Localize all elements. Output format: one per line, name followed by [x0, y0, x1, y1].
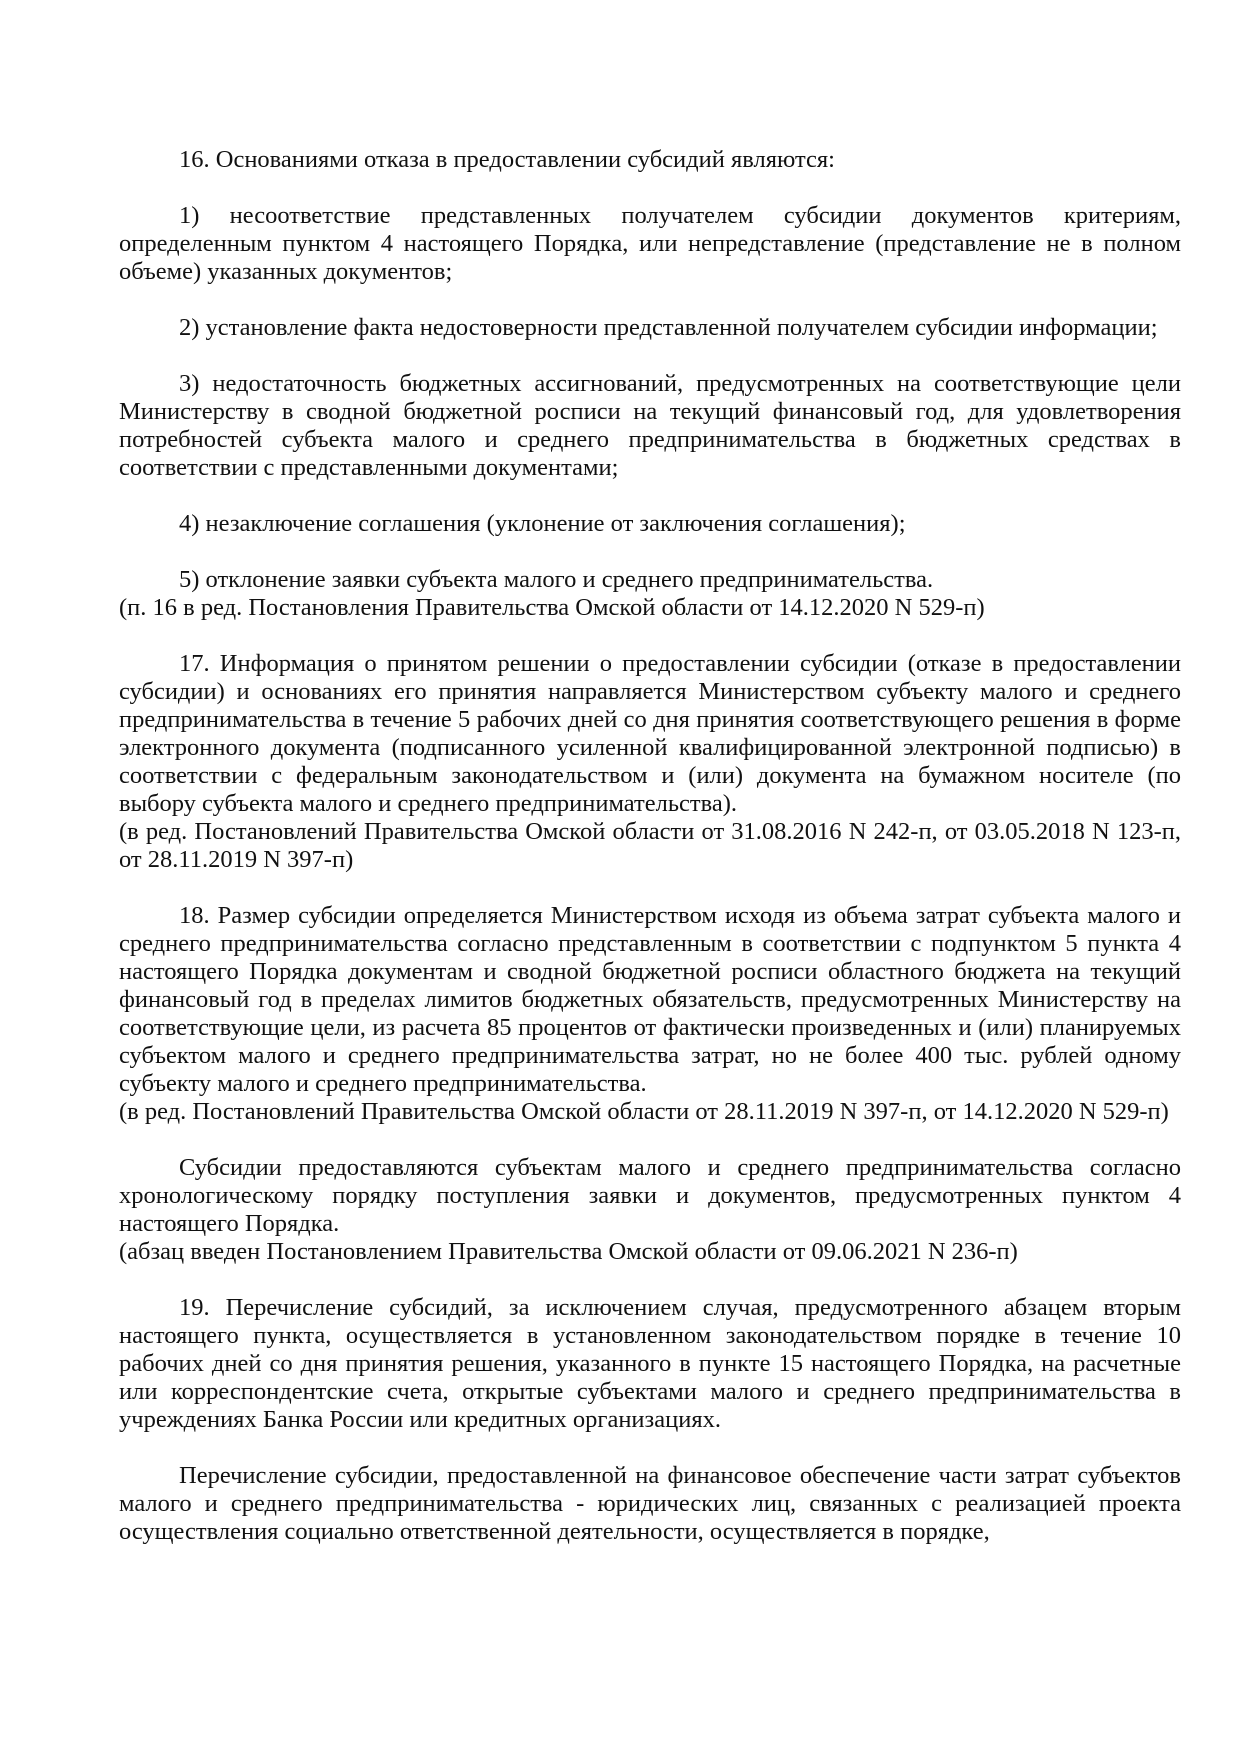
paragraph-16-item-1: 1) несоответствие представленных получателем субсидии документов критериям, определенным пунктом 4 настоящего Порядка, или непредставление (представление не в полном объеме) указанных документов; [119, 202, 1181, 285]
amendment-note-18-subsidy-order: (абзац введен Постановлением Правительства Омской области от 09.06.2021 N 236-п) [119, 1238, 1018, 1265]
paragraph-19: 19. Перечисление субсидий, за исключением случая, предусмотренного абзацем вторым настоящего пункта, осуществляется в установленном законодательством порядке в течение 10 рабочих дней со дня принятия решения, указанного в пункте 15 настоящего Порядка, на расчетные или корреспондентские счета, открытые субъектами малого и среднего предпринимательства в учреждениях Банка России или кредитных организациях. [119, 1294, 1181, 1433]
amendment-note-17: (в ред. Постановлений Правительства Омской области от 31.08.2016 N 242-п, от 03.05.2018 N 123-п, от 28.11.2019 N 397-п) [119, 818, 1181, 873]
paragraph-16-item-5: 5) отклонение заявки субъекта малого и среднего предпринимательства. [179, 566, 934, 593]
paragraph-16-item-4: 4) незаключение соглашения (уклонение от заключения соглашения); [179, 510, 906, 537]
paragraph-17: 17. Информация о принятом решении о предоставлении субсидии (отказе в предоставлении субсидии) и основаниях его принятия направляется Министерством субъекту малого и среднего предпринимательства в течение 5 рабочих дней со дня принятия соответствующего решения в форме электронного документа (подписанного усиленной квалифицированной электронной подписью) в соответствии с федеральным законодательством и (или) документа на бумажном носителе (по выбору субъекта малого и среднего предпринимательства). [119, 650, 1181, 817]
paragraph-16-item-3: 3) недостаточность бюджетных ассигнований, предусмотренных на соответствующие цели Министерству в сводной бюджетной росписи на текущий финансовый год, для удовлетворения потребностей субъекта малого и среднего предпринимательства в бюджетных средствах в соответствии с представленными документами; [119, 370, 1181, 481]
paragraph-19-transfer: Перечисление субсидии, предоставленной на финансовое обеспечение части затрат субъектов малого и среднего предпринимательства - юридических лиц, связанных с реализацией проекта осуществления социально ответственной деятельности, осуществляется в порядке, [119, 1462, 1181, 1545]
amendment-note-16: (п. 16 в ред. Постановления Правительства Омской области от 14.12.2020 N 529-п) [119, 594, 985, 621]
paragraph-18: 18. Размер субсидии определяется Министерством исходя из объема затрат субъекта малого и среднего предпринимательства согласно представленным в соответствии с подпунктом 5 пункта 4 настоящего Порядка документам и сводной бюджетной росписи областного бюджета на текущий финансовый год в пределах лимитов бюджетных обязательств, предусмотренных Министерству на соответствующие цели, из расчета 85 процентов от фактически произведенных и (или) планируемых субъектом малого и среднего предпринимательства затрат, но не более 400 тыс. рублей одному субъекту малого и среднего предпринимательства. [119, 902, 1181, 1097]
paragraph-16-item-2: 2) установление факта недостоверности представленной получателем субсидии информации; [179, 314, 1158, 341]
paragraph-18-subsidy-order: Субсидии предоставляются субъектам малого и среднего предпринимательства согласно хронологическому порядку поступления заявки и документов, предусмотренных пунктом 4 настоящего Порядка. [119, 1154, 1181, 1237]
paragraph-16-intro: 16. Основаниями отказа в предоставлении субсидий являются: [179, 146, 835, 173]
document-body [119, 146, 1181, 1546]
amendment-note-18: (в ред. Постановлений Правительства Омской области от 28.11.2019 N 397-п, от 14.12.2020 N 529-п) [119, 1098, 1169, 1125]
